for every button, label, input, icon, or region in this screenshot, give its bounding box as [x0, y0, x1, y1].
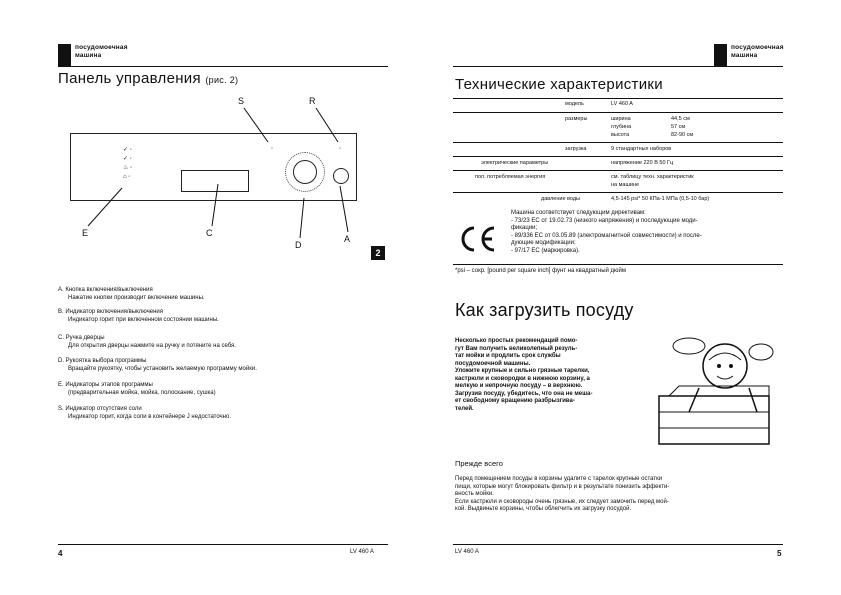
page-title: Технические характеристики	[455, 76, 663, 93]
spec-dim-value: 82-90 см	[671, 132, 694, 138]
page-title: Панель управления (рис. 2)	[58, 70, 239, 87]
callout-c: C	[206, 228, 213, 238]
model-footer: LV 460 A	[455, 549, 479, 555]
model-footer: LV 460 A	[350, 549, 374, 555]
spec-rule	[453, 112, 783, 113]
header-rule	[453, 66, 783, 67]
spec-rule	[453, 156, 783, 157]
callout-e: E	[82, 228, 89, 238]
brand-logo	[714, 44, 784, 66]
callout-r: R	[309, 96, 316, 106]
spec-model-label: модель	[565, 101, 584, 107]
brand-line-1: посудомоечная	[731, 44, 784, 51]
spec-rule	[453, 98, 783, 99]
figure-number: 2	[371, 246, 385, 260]
spec-dim-key: высота	[611, 132, 630, 138]
leader-a	[340, 186, 348, 232]
spec-elec-label: электрические параметры	[481, 160, 549, 166]
spec-rule	[453, 192, 783, 193]
footer-rule	[58, 544, 388, 545]
brand-line-2: машина	[75, 51, 102, 59]
list-item: C. Ручка дверцы Для открытия дверцы нажмите на ручку и потяните на себя.	[58, 335, 236, 349]
spec-elec-value: напряжение 220 В 50 Гц	[611, 160, 674, 166]
spec-dim-value: 57 см	[671, 124, 686, 130]
spec-dim-key: глубина	[611, 124, 632, 130]
spec-pressure-label: давление воды	[541, 196, 580, 202]
callout-d: D	[295, 240, 302, 250]
callout-lines	[0, 0, 420, 300]
list-item: D. Рукоятка выбора программы Вращайте рукоятку, чтобы установить желаемую программу мойки.	[58, 358, 257, 372]
first-paragraph: Перед помещением посуды в корзины удалите с тарелок крупные остатки пищи, которые могут блокировать фильтр и в результате понизить эффекти- вность мойки. Если кастрюли и сковороды очень грязные, их следует замочить перед мой- кой. Выдвиньте корзины, чтобы облегчить их загрузку посудой.	[455, 476, 670, 512]
brand-line-1: посудомоечная	[75, 44, 128, 51]
spec-dims-label: размеры	[565, 116, 588, 122]
spec-load-label: загрузка	[565, 146, 587, 152]
spec-rule	[453, 170, 783, 171]
callout-s: S	[238, 96, 245, 106]
loading-paragraph: Несколько простых рекомендаций помо- гут Вам получить великолепный резуль- тат мойки и продлить срок службы посудомоечной машины. Уложите крупные и сильно грязные тарелки, кастрюли и сковородки в нижнюю корзину, а мелкую и непрочную посуду – в верхнюю. Загрузив посуду, убедитесь, что она не меша- ет свободному вращению разбрызгива- телей.	[455, 338, 593, 412]
brand-block-icon	[714, 44, 727, 66]
leader-d	[300, 198, 304, 238]
list-item: S. Индикатор отсутствия соли Индикатор горит, когда соли в контейнере J недостаточно.	[58, 406, 232, 420]
dishwasher-illustration	[639, 316, 783, 456]
left-page	[0, 0, 420, 595]
list-item: B. Индикатор включения/выключения Индикатор горит при включенном состоянии машины.	[58, 309, 219, 323]
spec-load-value: 9 стандартных наборов	[611, 146, 672, 152]
spec-model-value: LV 460 A	[611, 101, 633, 107]
spec-pressure-value: 4,5-145 psi* 50 КПа-1 МПа (0,5-10 бар)	[611, 196, 710, 202]
program-phase-indicators: ✓ ◦ ✓ ◦ ♨ ◦ ⌂ ◦	[123, 147, 133, 180]
power-indicator: ◦	[339, 146, 342, 152]
right-page	[421, 0, 841, 595]
spec-rule	[453, 264, 783, 265]
ce-directives: Машина соответствует следующим директивам: - 73/23 ЕС от 19.02.73 (низкого напряжения) и последующие моди- фикации; - 89/336 ЕС от 03.05.89 (электромагнитной совместимости) и после- дующие модификации; - 97/17 ЕС (маркировка).	[511, 210, 702, 254]
psi-note: *psi – сокр. [pound per square inch] фунт на квадратный дюйм	[455, 268, 626, 274]
section-title: Как загрузить посуду	[455, 300, 634, 320]
subsection-title: Прежде всего	[455, 459, 503, 468]
callout-a: A	[344, 234, 351, 244]
spec-power-value-2: на машине	[611, 182, 640, 188]
spec-dim-value: 44,5 см	[671, 116, 690, 122]
spec-rule	[453, 142, 783, 143]
page-number: 4	[58, 549, 63, 558]
leader-r	[316, 108, 338, 142]
spec-dim-key: ширина	[611, 116, 631, 122]
leader-s	[244, 108, 268, 142]
spec-power-label: пол. потребляемая энергия	[475, 174, 546, 180]
page-number: 5	[777, 549, 782, 558]
leader-e	[88, 188, 122, 226]
spec-power-value-1: см. таблицу техн. характеристик	[611, 174, 694, 180]
list-item: E. Индикаторы этапов программы (предварительная мойка, мойка, полоскание, сушка)	[58, 382, 216, 396]
brand-line-2: машина	[731, 51, 758, 59]
footer-rule	[453, 544, 783, 545]
ce-mark-icon	[457, 224, 497, 254]
leader-c	[212, 184, 218, 226]
salt-indicator-icon: ◦	[271, 146, 274, 152]
list-item: A. Кнопка включения/выключения Нажатие кнопки производит включение машины.	[58, 287, 205, 301]
